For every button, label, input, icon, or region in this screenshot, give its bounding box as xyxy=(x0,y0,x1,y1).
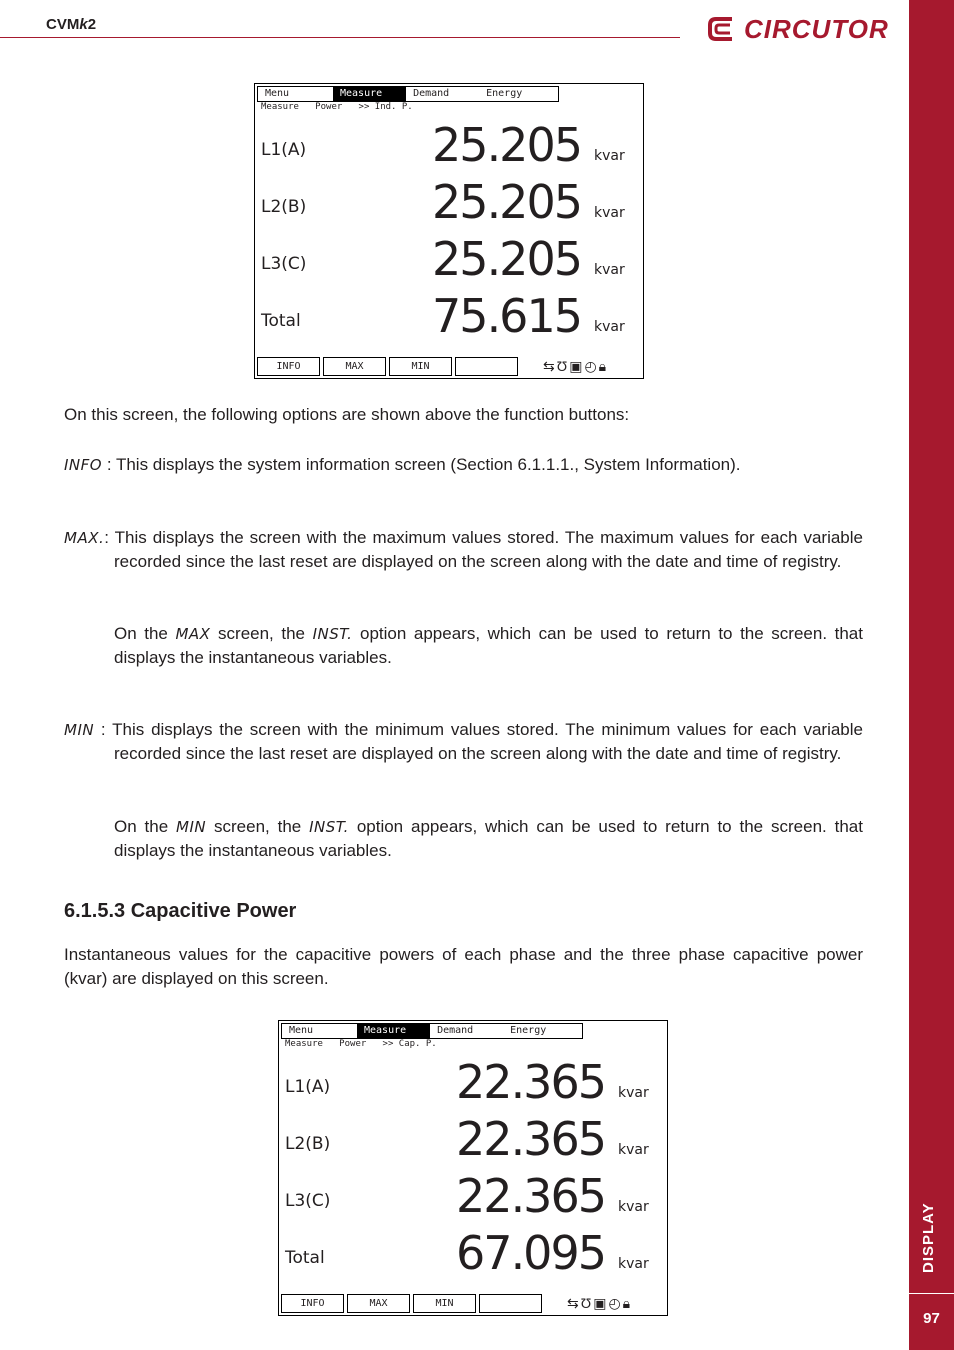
reading-value: 67.095 xyxy=(456,1226,605,1280)
lock-icon: 🔒︎ xyxy=(622,1295,631,1311)
capacitive-paragraph: Instantaneous values for the capacitive powers of each phase and the three phase capacitive power (kvar) are displayed on this screen. xyxy=(64,945,863,988)
inst-keyword: INST. xyxy=(312,625,353,643)
memory-card-icon: ▣ xyxy=(569,358,583,374)
reading-unit: kvar xyxy=(618,1142,649,1158)
clock-icon: ◴ xyxy=(584,358,597,374)
phase-label: L2(B) xyxy=(285,1134,331,1154)
device-screen-capacitive xyxy=(278,1020,668,1316)
status-icons xyxy=(543,357,606,375)
reading-unit: kvar xyxy=(594,262,625,278)
voltage-icon: Ʊ xyxy=(556,358,568,374)
reading-row xyxy=(279,1051,667,1109)
header-rule xyxy=(0,37,680,38)
circutor-logo xyxy=(706,12,889,46)
plug-icon: ⇆ xyxy=(543,358,555,374)
reading-value: 22.365 xyxy=(456,1055,605,1109)
phase-label: L1(A) xyxy=(285,1077,331,1097)
max-keyword: MAX xyxy=(175,625,211,643)
info-button[interactable]: INFO xyxy=(257,357,320,376)
phase-label: L2(B) xyxy=(261,197,307,217)
menu-item-measure[interactable]: Measure xyxy=(333,87,406,101)
page-number: 97 xyxy=(923,1310,940,1327)
reading-unit: kvar xyxy=(594,205,625,221)
voltage-icon: Ʊ xyxy=(580,1295,592,1311)
memory-card-icon: ▣ xyxy=(593,1295,607,1311)
reading-unit: kvar xyxy=(594,148,625,164)
max-description: : This displays the screen with the maximum values stored. The maximum values for each variable recorded since the last reset are displayed on the screen along with the date and time of registry. xyxy=(104,528,863,571)
min-keyword: MIN xyxy=(64,721,95,739)
sidebar-divider xyxy=(909,1293,954,1294)
reading-row xyxy=(279,1222,667,1280)
reading-value: 22.365 xyxy=(456,1112,605,1166)
reading-unit: kvar xyxy=(618,1085,649,1101)
function-buttons xyxy=(281,1294,545,1313)
min-inst-paragraph: On the MIN screen, the INST. option appears, which can be used to return to the screen. that displays the instantaneous variables. xyxy=(114,817,863,860)
reading-row xyxy=(279,1165,667,1223)
section-label: DISPLAY xyxy=(920,1202,937,1273)
min-keyword: MIN xyxy=(176,818,207,836)
menu-item-measure[interactable]: Measure xyxy=(357,1024,430,1038)
menu-item-energy[interactable]: Energy xyxy=(510,1025,547,1036)
function-buttons xyxy=(257,357,521,376)
max-paragraph xyxy=(64,526,863,574)
info-description: : This displays the system information screen (Section 6.1.1.1., System Information). xyxy=(102,455,741,474)
section-sidebar xyxy=(909,0,954,1350)
total-label: Total xyxy=(285,1248,325,1268)
model-name: CVMk2 xyxy=(46,16,97,33)
reading-unit: kvar xyxy=(618,1199,649,1215)
min-paragraph xyxy=(64,718,863,766)
menu-item-menu[interactable]: Menu xyxy=(265,88,290,99)
reading-value: 25.205 xyxy=(432,118,581,172)
empty-button[interactable] xyxy=(479,1294,542,1313)
info-paragraph xyxy=(64,453,864,477)
reading-unit: kvar xyxy=(594,319,625,335)
device-screen-inductive xyxy=(254,83,644,379)
reading-value: 25.205 xyxy=(432,232,581,286)
inst-keyword: INST. xyxy=(309,818,349,836)
reading-row xyxy=(255,171,643,229)
screen-breadcrumb: Measure Power >> Cap. P. xyxy=(285,1039,437,1049)
reading-value: 75.615 xyxy=(432,289,581,343)
empty-button[interactable] xyxy=(455,357,518,376)
max-inst-paragraph: On the MAX screen, the INST. option appears, which can be used to return to the screen. that displays the instantaneous variables. xyxy=(114,624,863,667)
min-button[interactable]: MIN xyxy=(413,1294,476,1313)
reading-unit: kvar xyxy=(618,1256,649,1272)
min-description: : This displays the screen with the minimum values stored. The minimum values for each variable recorded since the last reset are displayed on the screen along with the date and time of registry. xyxy=(94,720,863,763)
menu-item-demand[interactable]: Demand xyxy=(437,1025,474,1036)
reading-row xyxy=(255,114,643,172)
plug-icon: ⇆ xyxy=(567,1295,579,1311)
max-button[interactable]: MAX xyxy=(323,357,386,376)
reading-row xyxy=(279,1108,667,1166)
status-icons xyxy=(567,1294,630,1312)
logo-text: CIRCUTOR xyxy=(744,13,889,44)
reading-row xyxy=(255,285,643,343)
section-heading: 6.1.5.3 Capacitive Power xyxy=(64,900,297,922)
phase-label: L3(C) xyxy=(285,1191,331,1211)
clock-icon: ◴ xyxy=(608,1295,621,1311)
menu-item-demand[interactable]: Demand xyxy=(413,88,450,99)
info-button[interactable]: INFO xyxy=(281,1294,344,1313)
screen-menu-bar xyxy=(257,86,559,102)
reading-row xyxy=(255,228,643,286)
max-keyword: MAX. xyxy=(64,529,105,547)
menu-item-menu[interactable]: Menu xyxy=(289,1025,314,1036)
max-button[interactable]: MAX xyxy=(347,1294,410,1313)
info-keyword: INFO xyxy=(64,456,103,474)
min-button[interactable]: MIN xyxy=(389,357,452,376)
total-label: Total xyxy=(261,311,301,331)
reading-value: 22.365 xyxy=(456,1169,605,1223)
screen-menu-bar xyxy=(281,1023,583,1039)
phase-label: L3(C) xyxy=(261,254,307,274)
intro-paragraph: On this screen, the following options are shown above the function buttons: xyxy=(64,405,630,424)
circutor-emblem-icon xyxy=(706,13,738,45)
menu-item-energy[interactable]: Energy xyxy=(486,88,523,99)
lock-icon: 🔒︎ xyxy=(598,358,607,374)
screen-breadcrumb: Measure Power >> Ind. P. xyxy=(261,102,413,112)
phase-label: L1(A) xyxy=(261,140,307,160)
reading-value: 25.205 xyxy=(432,175,581,229)
